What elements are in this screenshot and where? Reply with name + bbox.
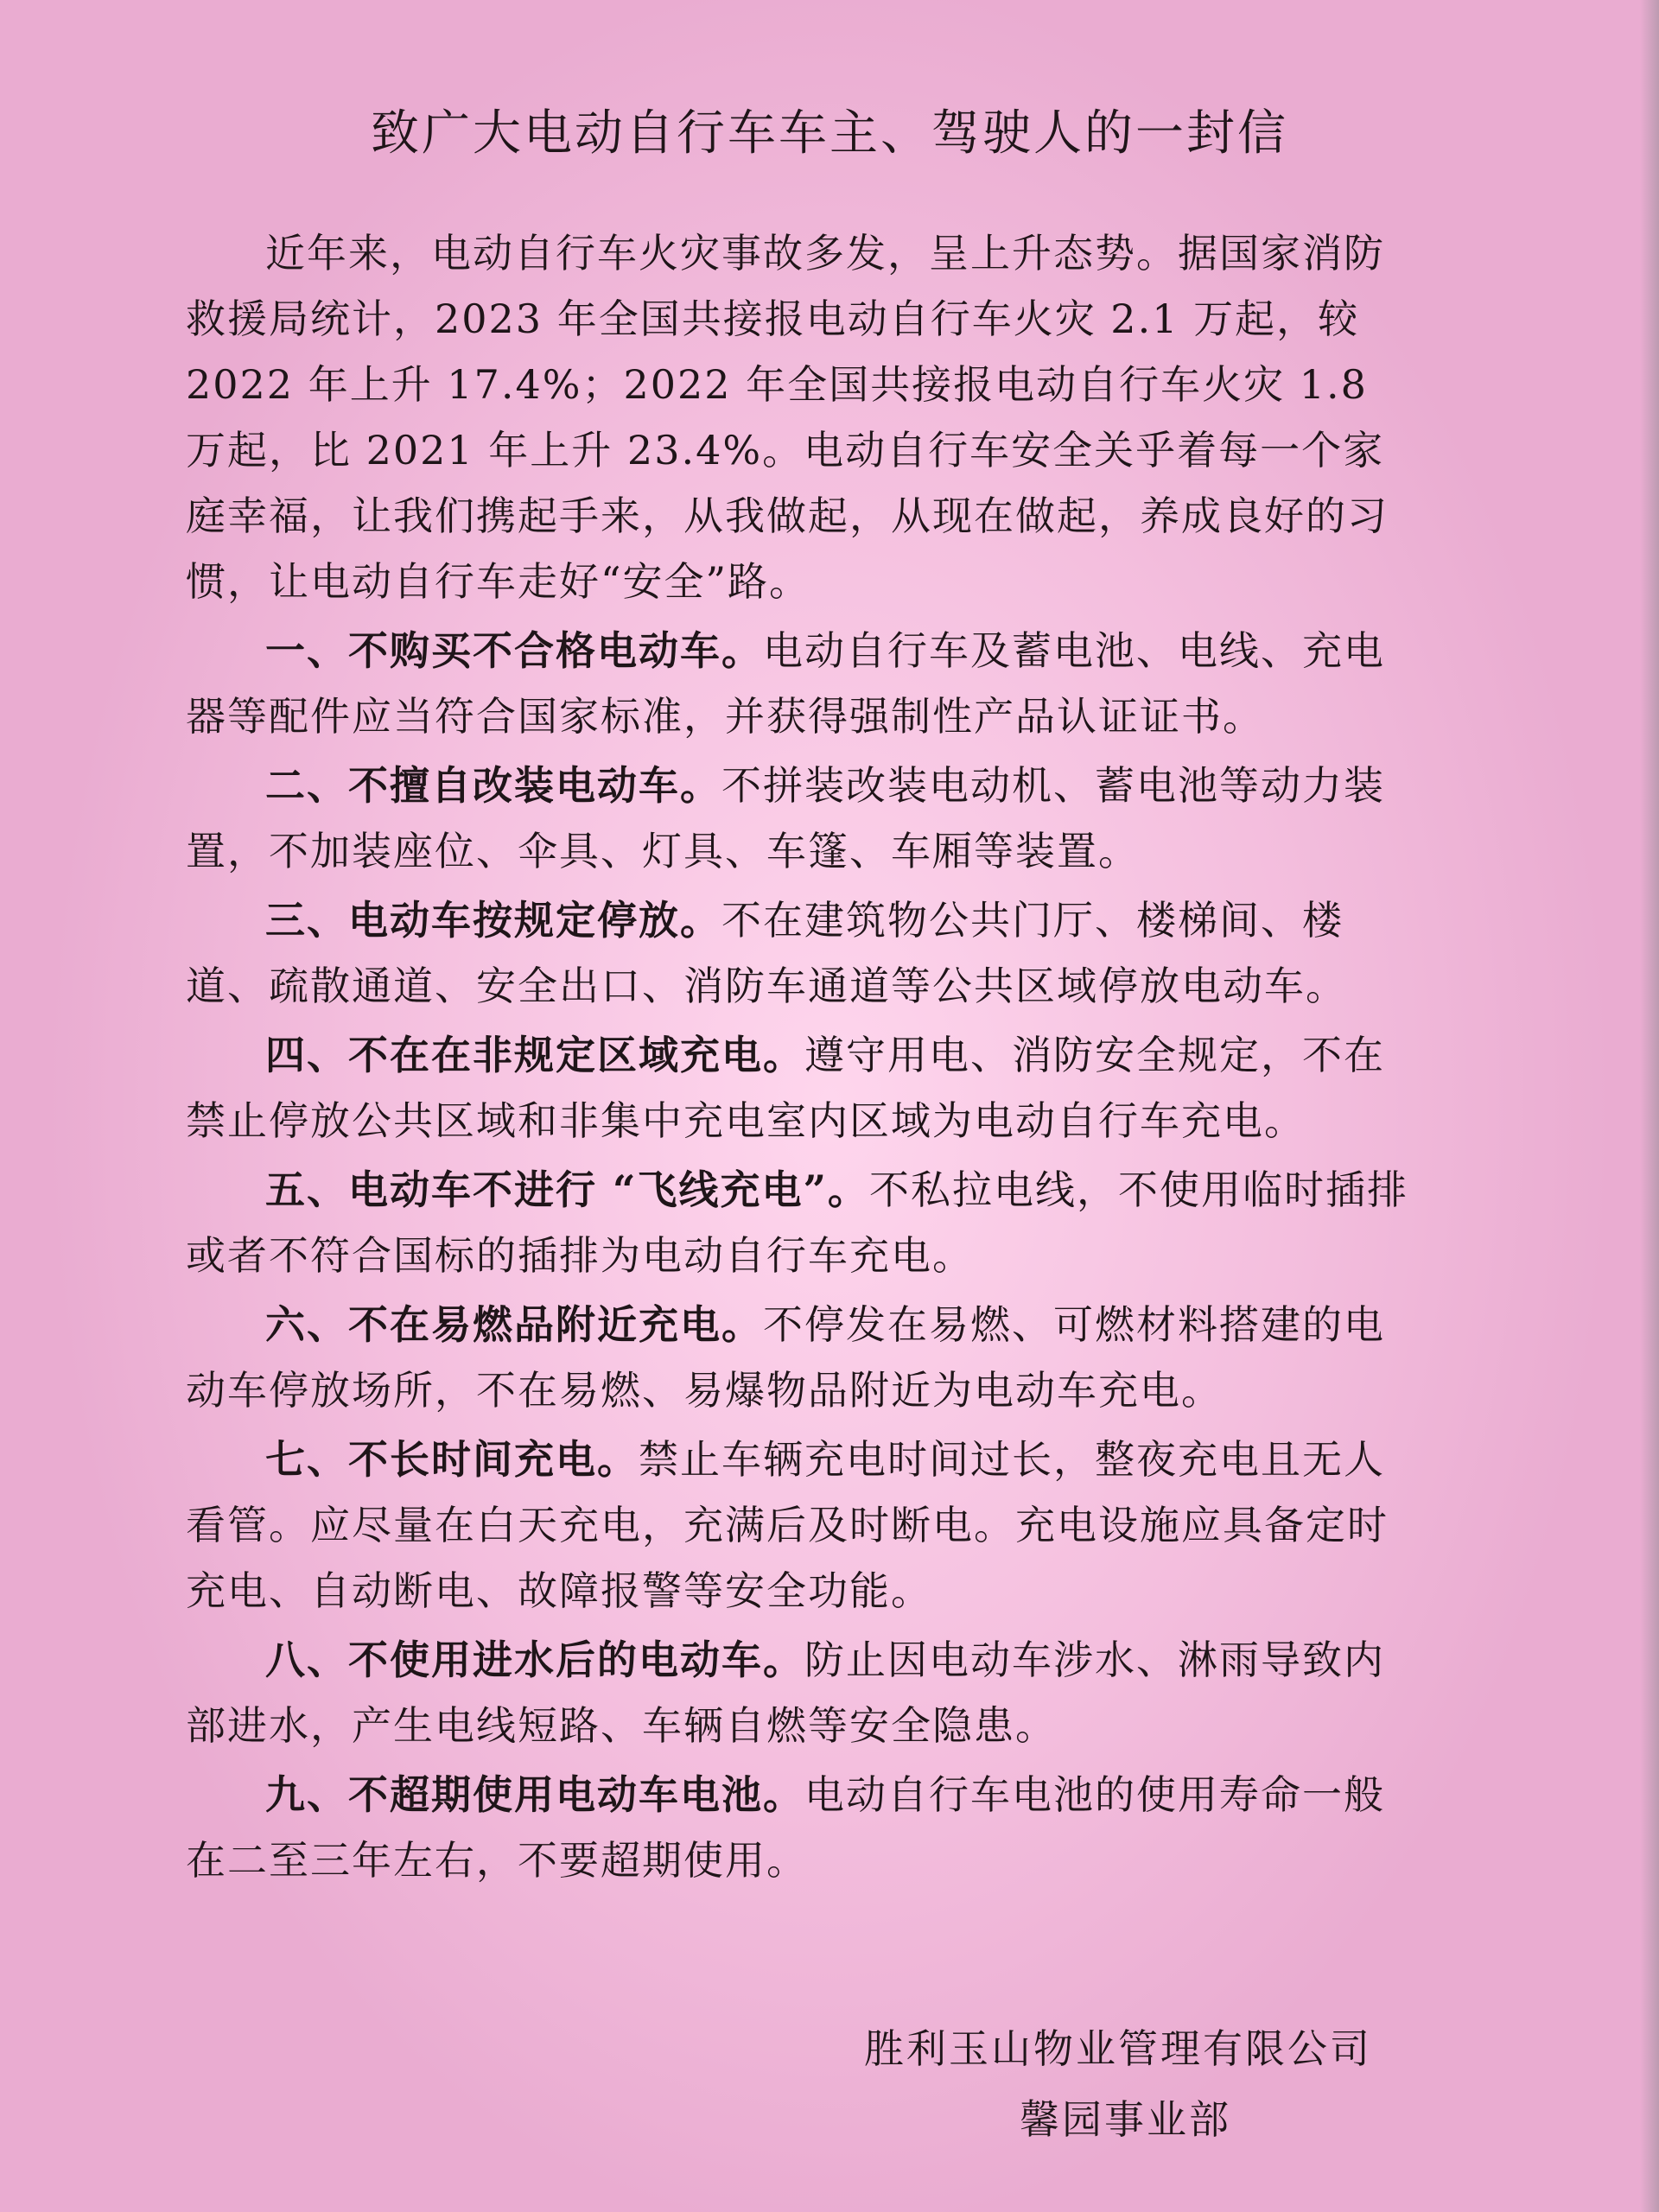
- item-7-text: 禁止车辆充电时间过长，整夜充电且无人看管。应尽量在白天充电，充满后及时断电。充电设施应具备定时充电、自动断电、故障报警等安全功能。: [186, 1436, 1389, 1614]
- letter-body: [186, 220, 1421, 1897]
- item-6: [186, 1292, 1421, 1423]
- item-6-heading: 六、不在易燃品附近充电。: [265, 1301, 763, 1348]
- item-9-text: 电动自行车电池的使用寿命一般在二至三年左右，不要超期使用。: [186, 1771, 1385, 1884]
- item-1-heading: 一、不购买不合格电动车。: [265, 627, 763, 674]
- paper-edge-shadow: [1640, 0, 1659, 2212]
- item-3-text: 不在建筑物公共门厅、楼梯间、楼道、疏散通道、安全出口、消防车通道等公共区域停放电动车。: [186, 897, 1347, 1009]
- item-5-text: 不私拉电线，不使用临时插排或者不符合国标的插排为电动自行车充电。: [186, 1166, 1408, 1279]
- item-4-heading: 四、不在在非规定区域充电。: [265, 1032, 804, 1078]
- letter-title: 致广大电动自行车车主、驾驶人的一封信: [371, 105, 1288, 162]
- item-3-heading: 三、电动车按规定停放。: [265, 897, 721, 944]
- item-2-heading: 二、不擅自改装电动车。: [265, 762, 721, 809]
- signature-company: 胜利玉山物业管理有限公司: [864, 2025, 1372, 2072]
- item-5-heading: 五、电动车不进行 “飞线充电”。: [265, 1166, 869, 1213]
- item-5: [186, 1157, 1421, 1288]
- item-1: [186, 618, 1421, 749]
- item-3: [186, 887, 1421, 1019]
- item-9: [186, 1762, 1421, 1893]
- signature-department: 馨园事业部: [1020, 2096, 1231, 2143]
- intro-paragraph: 近年来，电动自行车火灾事故多发，呈上升态势。据国家消防救援局统计，2023 年全国共接报电动自行车火灾 2.1 万起，较 2022 年上升 17.4%；2022 年全国共接报电动自行车火灾 1.8 万起，比 2021 年上升 23.4%。电动自行车安全关乎着每一个家庭幸福，让我们携起手来，从我做起，从现在做起，养成良好的习惯，让电动自行车走好“安全”路。: [186, 230, 1389, 605]
- signature-block: [864, 2013, 1417, 2155]
- item-8-text: 防止因电动车涉水、淋雨导致内部进水，产生电线短路、车辆自燃等安全隐患。: [186, 1637, 1385, 1749]
- item-8: [186, 1627, 1421, 1758]
- item-9-heading: 九、不超期使用电动车电池。: [265, 1771, 804, 1818]
- item-2-text: 不拼装改装电动机、蓄电池等动力装置，不加装座位、伞具、灯具、车篷、车厢等装置。: [186, 762, 1385, 874]
- item-4-text: 遵守用电、消防安全规定，不在禁止停放公共区域和非集中充电室内区域为电动自行车充电。: [186, 1032, 1385, 1144]
- item-4: [186, 1022, 1421, 1154]
- item-2: [186, 753, 1421, 884]
- item-1-text: 电动自行车及蓄电池、电线、充电器等配件应当符合国家标准，并获得强制性产品认证证书。: [186, 627, 1385, 740]
- item-8-heading: 八、不使用进水后的电动车。: [265, 1637, 804, 1683]
- item-7-heading: 七、不长时间充电。: [265, 1436, 639, 1483]
- item-6-text: 不停发在易燃、可燃材料搭建的电动车停放场所，不在易燃、易爆物品附近为电动车充电。: [186, 1301, 1385, 1414]
- item-7: [186, 1427, 1421, 1624]
